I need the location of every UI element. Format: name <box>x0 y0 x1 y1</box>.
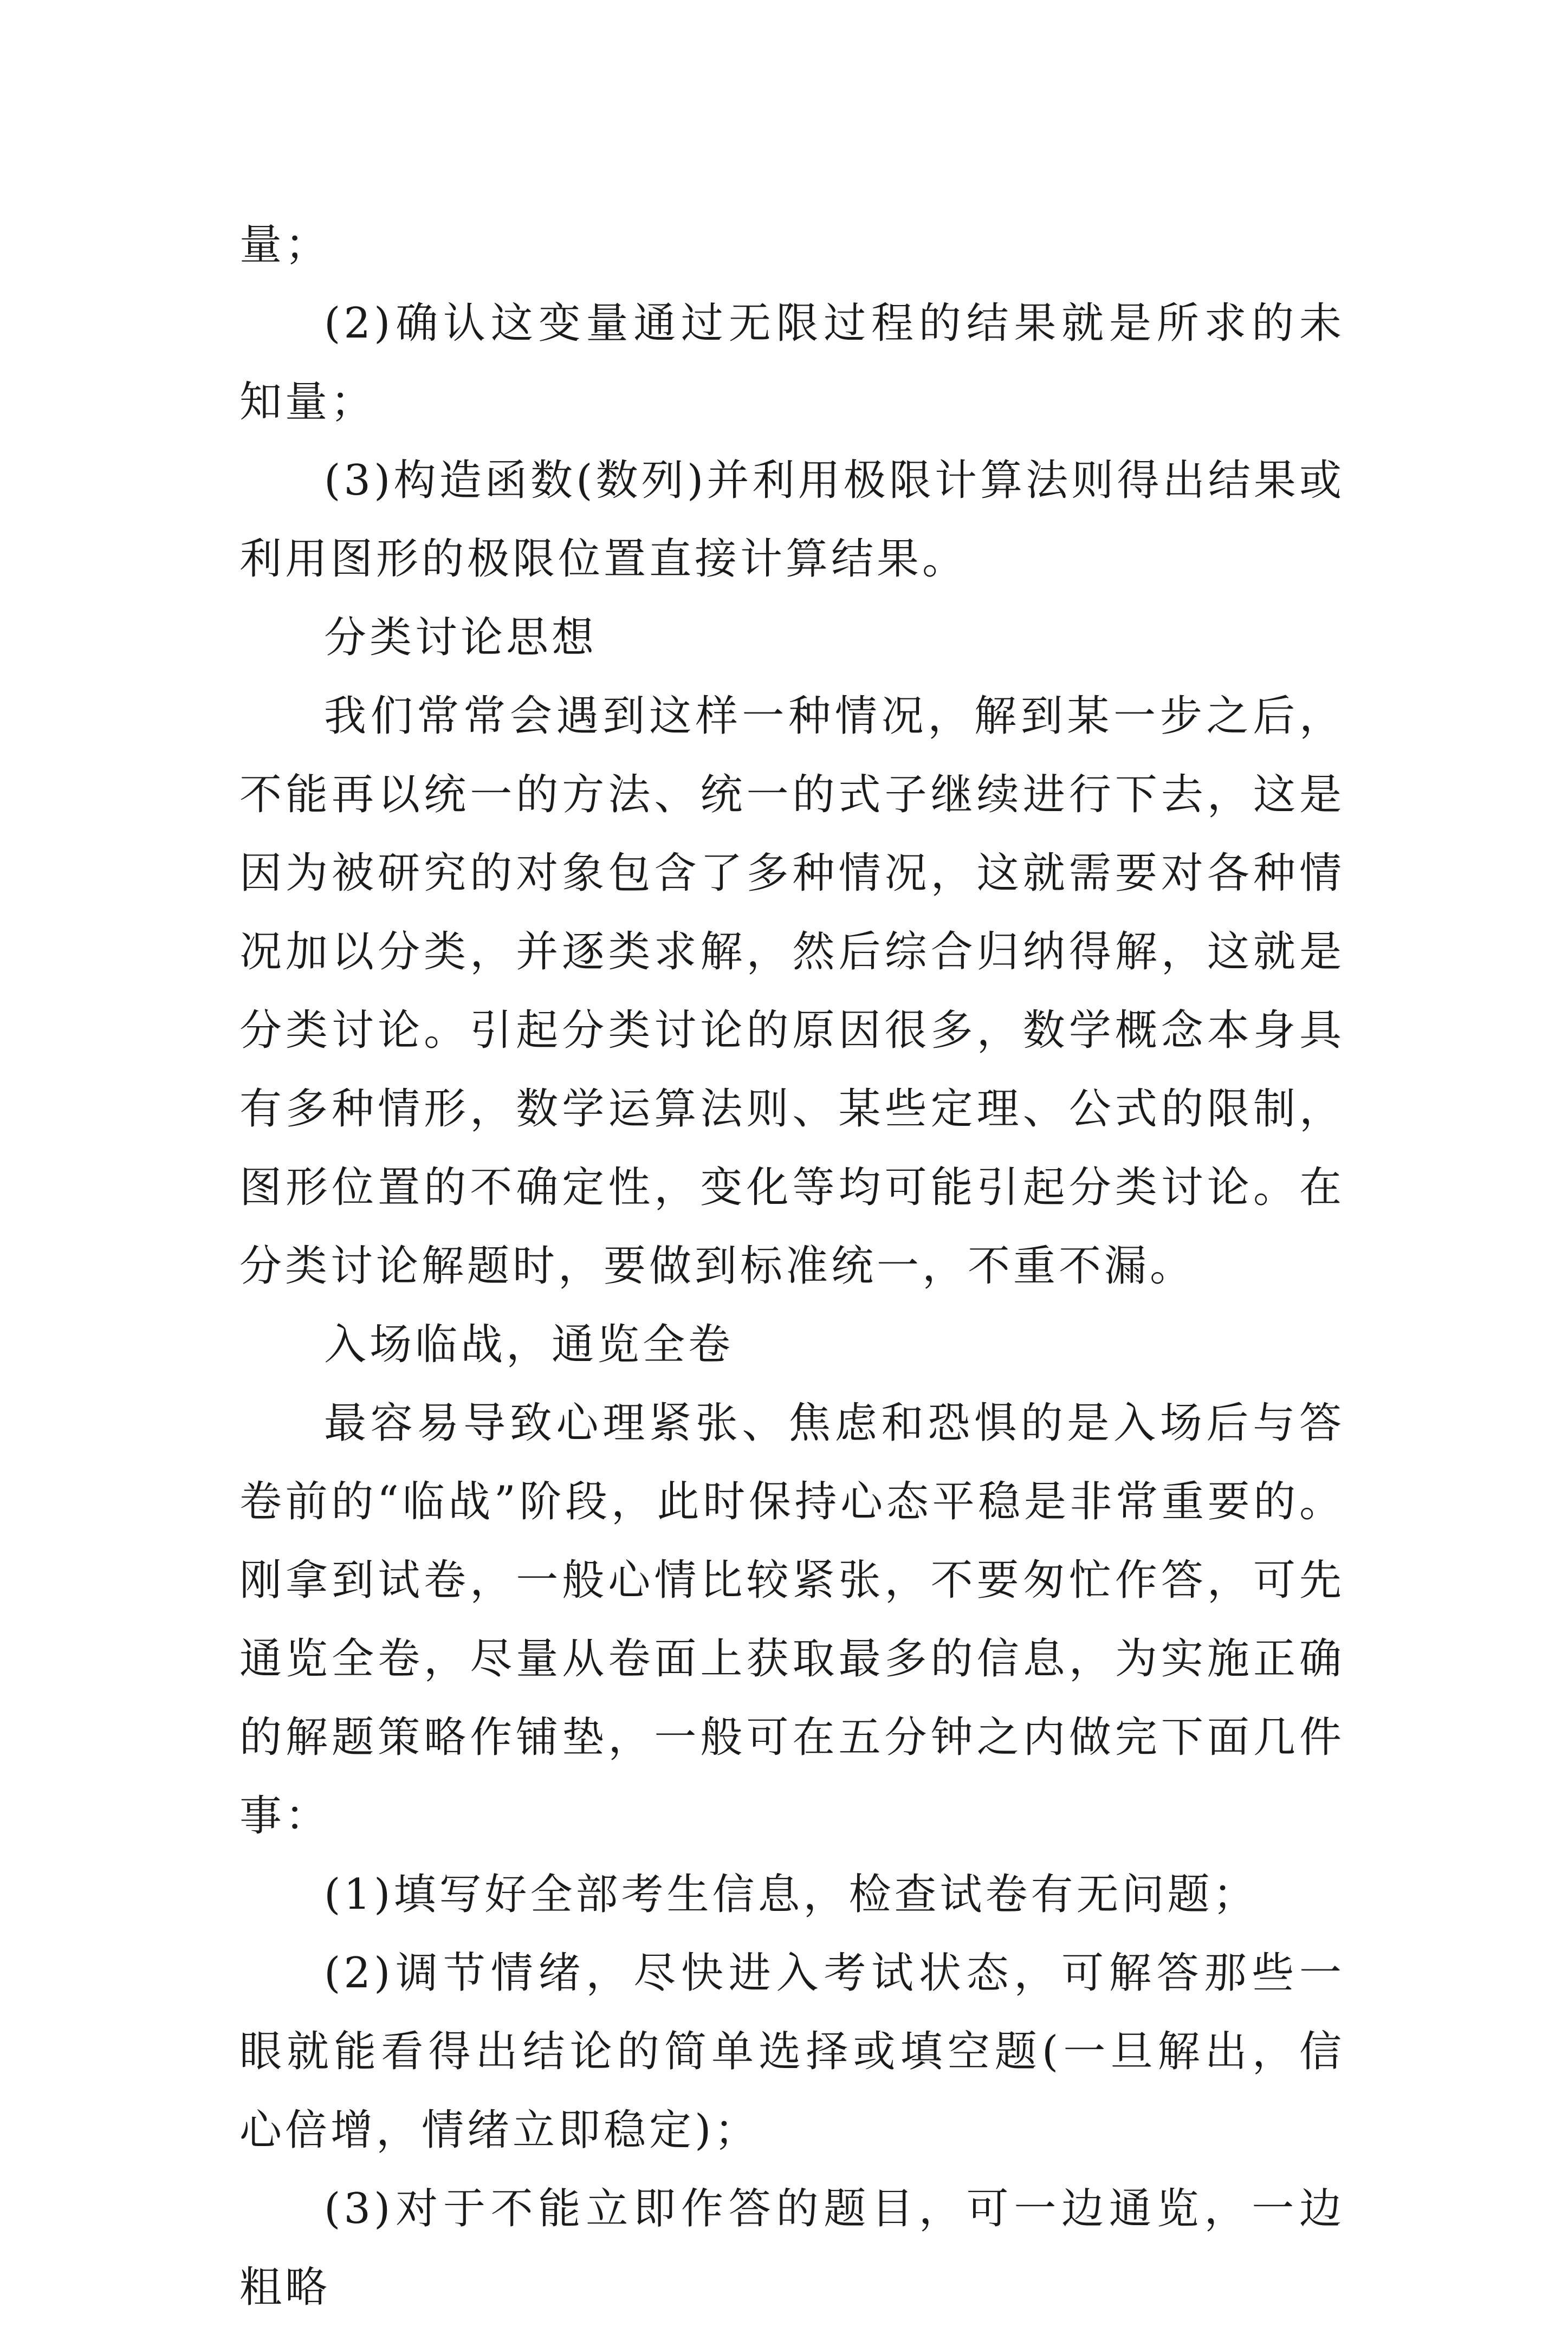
section-heading: 入场临战，通览全卷 <box>324 1320 734 1369</box>
section-heading: 分类讨论思想 <box>324 613 598 662</box>
paragraph: (2)确认这变量通过无限过程的结果就是所求的未知量； <box>239 299 1345 426</box>
body-text <box>239 206 1345 2327</box>
paragraph: (3)构造函数(数列)并利用极限计算法则得出结果或利用图形的极限位置直接计算结果。 <box>239 456 1345 584</box>
paragraph: (2)调节情绪，尽快进入考试状态，可解答那些一眼就能看得出结论的简单选择或填空题(一旦解出，信心倍增，情绪立即稳定)； <box>239 1949 1345 2155</box>
paragraph: (3)对于不能立即作答的题目，可一边通览，一边粗略 <box>239 2185 1345 2312</box>
paragraph: (1)填写好全部考生信息，检查试卷有无问题； <box>324 1870 1259 1919</box>
paragraph: 量； <box>239 221 331 269</box>
paragraph: 最容易导致心理紧张、焦虑和恐惧的是入场后与答卷前的“临战”阶段，此时保持心态平稳是非常重要的。刚拿到试卷，一般心情比较紧张，不要匆忙作答，可先通览全卷，尽量从卷面上获取最多的信息，为实施正确的解题策略作铺垫，一般可在五分钟之内做完下面几件事： <box>239 1399 1345 1840</box>
paragraph: 我们常常会遇到这样一种情况，解到某一步之后，不能再以统一的方法、统一的式子继续进行下去，这是因为被研究的对象包含了多种情况，这就需要对各种情况加以分类，并逐类求解，然后综合归纳得解，这就是分类讨论。引起分类讨论的原因很多，数学概念本身具有多种情形，数学运算法则、某些定理、公式的限制，图形位置的不确定性，变化等均可能引起分类讨论。在分类讨论解题时，要做到标准统一，不重不漏。 <box>239 692 1345 1291</box>
